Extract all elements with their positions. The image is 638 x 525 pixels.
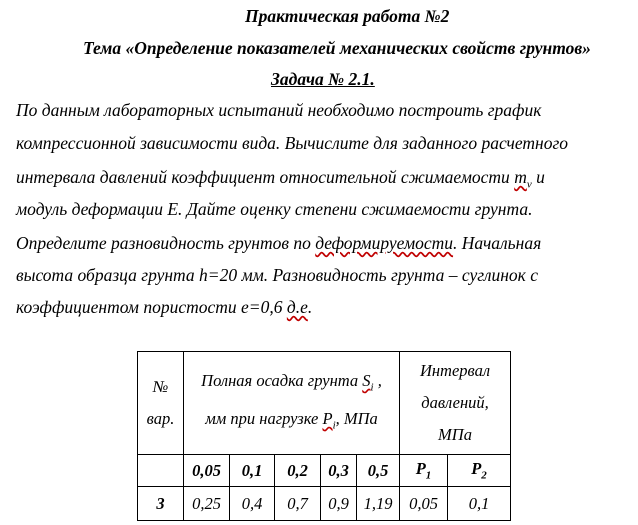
- p1-header: [400, 455, 448, 487]
- variant-header: [138, 352, 184, 455]
- load-cell: 0,05: [184, 455, 230, 487]
- p2-header: [448, 455, 511, 487]
- interval-header: [400, 352, 511, 455]
- title: Практическая работа №2: [245, 6, 450, 26]
- load-header-text: мм при нагрузке: [205, 409, 323, 428]
- paragraph-line-7-text: коэффициентом пористости е=0,6: [16, 297, 287, 317]
- load-cell: 0,5: [357, 455, 400, 487]
- variant-cell: 3: [138, 487, 184, 521]
- units-abbrev: д.е: [286, 297, 308, 317]
- topic: Тема «Определение показателей механических свойств грунтов»: [83, 38, 591, 58]
- settlement-comma: ,: [373, 370, 382, 390]
- load-units: , МПа: [335, 409, 378, 428]
- deformability-word: деформируемости: [315, 233, 454, 253]
- p1-letter: P: [415, 459, 426, 479]
- variant-header-line-1: №: [152, 377, 169, 396]
- load-cell: 0,3: [321, 455, 357, 487]
- settlement-cell: 0,4: [230, 487, 275, 521]
- settlement-subscript: i: [370, 381, 374, 393]
- settlement-cell: 0,7: [275, 487, 321, 521]
- p2-subscript: 2: [481, 469, 487, 482]
- p2-letter: P: [471, 459, 482, 479]
- blank-cell: [138, 455, 184, 487]
- settlement-header: [184, 352, 400, 455]
- load-cell: 0,1: [230, 455, 275, 487]
- settlement-cell: 1,19: [357, 487, 400, 521]
- paragraph-line-6: высота образца грунта h=20 мм. Разновидность грунта – суглинок с: [16, 265, 538, 285]
- variant-header-line-2: вар.: [146, 409, 175, 428]
- paragraph-line-7-end: .: [307, 297, 313, 317]
- paragraph-line-2: компрессионной зависимости вида. Вычислите для заданного расчетного: [16, 133, 569, 153]
- data-table: [137, 351, 511, 521]
- settlement-cell: 0,9: [321, 487, 357, 521]
- interval-p1-cell: 0,05: [400, 487, 448, 521]
- paragraph-line-7: [16, 297, 312, 317]
- load-subscript: i: [332, 419, 336, 432]
- paragraph-line-5-end: . Начальная: [453, 233, 542, 253]
- paragraph-line-3: [16, 167, 545, 195]
- paragraph-line-5-text: Определите разновидность грунтов по: [16, 233, 316, 253]
- load-symbol: [322, 409, 336, 432]
- load-letter: P: [322, 409, 333, 428]
- paragraph-line-4: модуль деформации Е. Дайте оценку степени сжимаемости грунта.: [16, 199, 533, 219]
- task-number: Задача № 2.1.: [271, 69, 375, 89]
- paragraph-line-1: По данным лабораторных испытаний необходимо построить график: [16, 100, 542, 120]
- settlement-header-line-1: [184, 365, 399, 403]
- p1-subscript: 1: [425, 469, 432, 482]
- paragraph-line-3-end: и: [531, 167, 545, 187]
- paragraph-line-3-text: интервала давлений коэффициент относительной сжимаемости: [16, 167, 515, 187]
- settlement-header-text: Полная осадка грунта: [201, 370, 363, 390]
- settlement-header-line-2: [184, 403, 399, 441]
- paragraph-line-5: [16, 233, 541, 253]
- interval-header-line-2: давлений,: [421, 393, 489, 412]
- settlement-symbol: [362, 370, 374, 393]
- mv-subscript: v: [526, 178, 532, 191]
- load-cell: 0,2: [275, 455, 321, 487]
- interval-header-line-1: Интервал: [419, 361, 491, 380]
- interval-header-line-3: МПа: [438, 425, 472, 444]
- interval-p2-cell: 0,1: [448, 487, 511, 521]
- mv-symbol: [514, 167, 532, 191]
- settlement-cell: 0,25: [184, 487, 230, 521]
- settlement-letter: S: [362, 370, 371, 390]
- mv-letter: m: [514, 167, 527, 187]
